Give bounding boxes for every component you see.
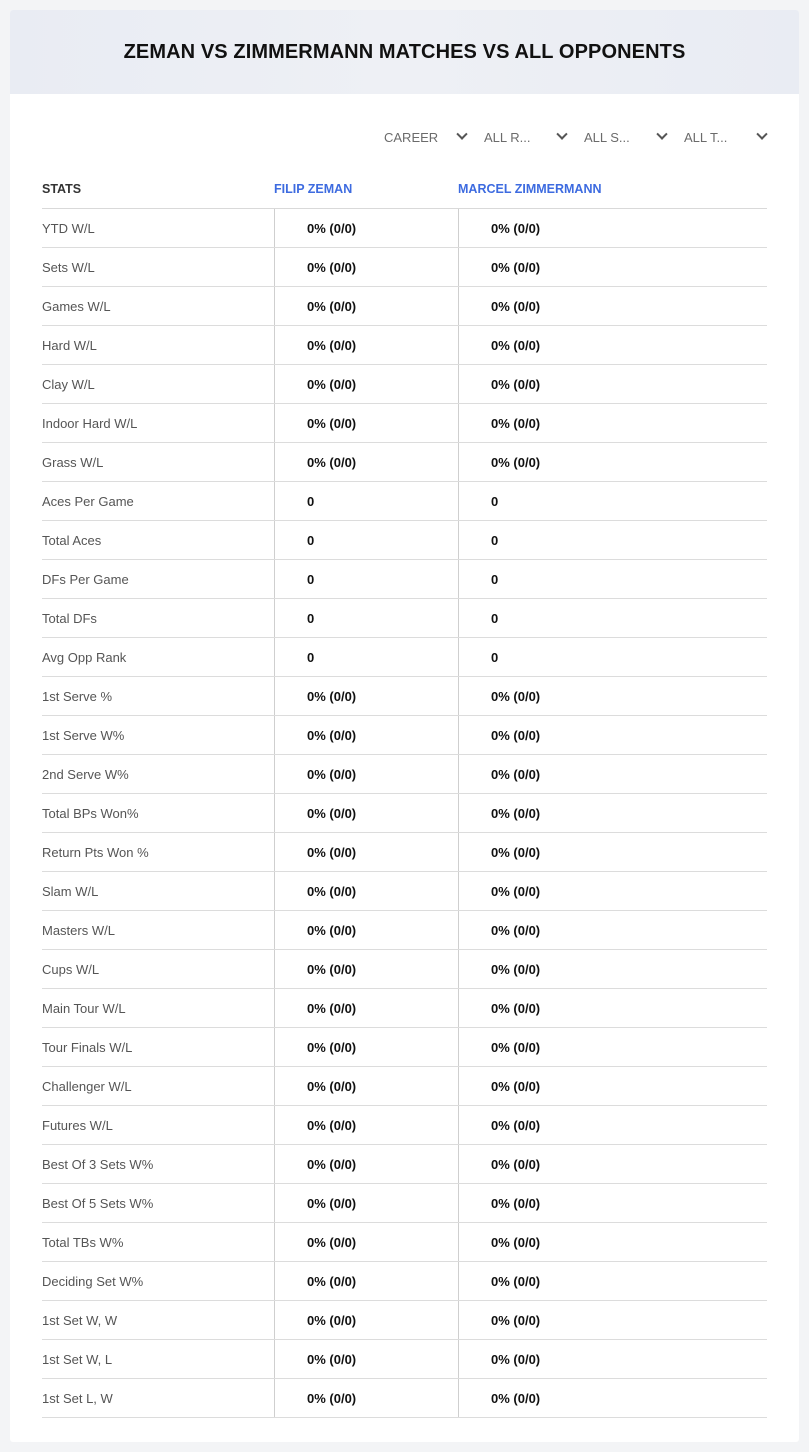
table-row xyxy=(42,872,767,911)
player1-stat-value: 0% (0/0) xyxy=(274,755,458,793)
player2-stat-value: 0% (0/0) xyxy=(458,1301,767,1339)
stat-label: YTD W/L xyxy=(42,220,95,236)
stat-label: Best Of 3 Sets W% xyxy=(42,1156,154,1172)
stat-label: Deciding Set W% xyxy=(42,1273,144,1289)
player1-stat-value: 0% (0/0) xyxy=(274,365,458,403)
player2-stat-value: 0 xyxy=(458,521,767,559)
stat-label: Clay W/L xyxy=(42,376,95,392)
player2-stat-value: 0% (0/0) xyxy=(458,1028,767,1066)
stat-label: 1st Serve % xyxy=(42,688,113,704)
player1-stat-value: 0% (0/0) xyxy=(274,287,458,325)
player1-stat-value: 0% (0/0) xyxy=(274,1184,458,1222)
player2-stat-value: 0% (0/0) xyxy=(458,872,767,910)
player2-stat-value: 0 xyxy=(458,482,767,520)
page-title: ZEMAN VS ZIMMERMANN MATCHES VS ALL OPPONENTS xyxy=(123,40,686,63)
player1-stat-value: 0% (0/0) xyxy=(274,677,458,715)
chevron-down-icon xyxy=(656,129,667,140)
player1-stat-value: 0% (0/0) xyxy=(274,1145,458,1183)
player2-stat-value: 0% (0/0) xyxy=(458,443,767,481)
player1-stat-value: 0% (0/0) xyxy=(274,1340,458,1378)
player1-stat-value: 0% (0/0) xyxy=(274,404,458,442)
player2-stat-value: 0% (0/0) xyxy=(458,287,767,325)
player2-stat-value: 0% (0/0) xyxy=(458,716,767,754)
player1-stat-value: 0% (0/0) xyxy=(274,209,458,247)
stats-table xyxy=(42,169,767,1418)
stat-label: Cups W/L xyxy=(42,961,100,977)
table-row xyxy=(42,248,767,287)
stats-column-header: STATS xyxy=(42,181,82,196)
table-row xyxy=(42,365,767,404)
table-row xyxy=(42,560,767,599)
player1-stat-value: 0 xyxy=(274,599,458,637)
tournament-filter-value: ALL T... xyxy=(684,129,728,145)
stat-label: 2nd Serve W% xyxy=(42,766,129,782)
player2-stat-value: 0% (0/0) xyxy=(458,1223,767,1261)
table-row xyxy=(42,950,767,989)
table-row xyxy=(42,1379,767,1418)
stat-label: Main Tour W/L xyxy=(42,1000,126,1016)
table-row xyxy=(42,326,767,365)
card-header xyxy=(10,10,799,94)
player1-stat-value: 0% (0/0) xyxy=(274,911,458,949)
player1-stat-value: 0% (0/0) xyxy=(274,794,458,832)
table-row xyxy=(42,287,767,326)
filter-bar xyxy=(382,124,782,150)
surface-filter-select[interactable] xyxy=(582,124,682,150)
player1-stat-value: 0% (0/0) xyxy=(274,1262,458,1300)
stat-label: DFs Per Game xyxy=(42,571,129,587)
player2-stat-value: 0 xyxy=(458,599,767,637)
stat-label: Masters W/L xyxy=(42,922,115,938)
table-row xyxy=(42,1340,767,1379)
player2-stat-value: 0% (0/0) xyxy=(458,1262,767,1300)
period-filter-value: CAREER xyxy=(384,129,439,145)
stat-label: 1st Set W, L xyxy=(42,1351,113,1367)
table-row xyxy=(42,1067,767,1106)
player1-stat-value: 0% (0/0) xyxy=(274,872,458,910)
player1-stat-value: 0% (0/0) xyxy=(274,1301,458,1339)
player2-stat-value: 0 xyxy=(458,560,767,598)
stat-label: Games W/L xyxy=(42,298,111,314)
player2-stat-value: 0% (0/0) xyxy=(458,833,767,871)
player1-stat-value: 0 xyxy=(274,638,458,676)
chevron-down-icon xyxy=(556,129,567,140)
player1-stat-value: 0% (0/0) xyxy=(274,1028,458,1066)
stat-label: Slam W/L xyxy=(42,883,99,899)
table-row xyxy=(42,482,767,521)
table-row xyxy=(42,911,767,950)
stat-label: Futures W/L xyxy=(42,1117,113,1133)
player1-stat-value: 0% (0/0) xyxy=(274,248,458,286)
table-row xyxy=(42,1262,767,1301)
player1-stat-value: 0% (0/0) xyxy=(274,716,458,754)
player2-stat-value: 0% (0/0) xyxy=(458,677,767,715)
stat-label: Total BPs Won% xyxy=(42,805,139,821)
stat-label: Hard W/L xyxy=(42,337,97,353)
player1-stat-value: 0% (0/0) xyxy=(274,443,458,481)
stat-label: 1st Set L, W xyxy=(42,1390,113,1406)
table-row xyxy=(42,833,767,872)
stat-label: Total TBs W% xyxy=(42,1234,124,1250)
stat-label: Avg Opp Rank xyxy=(42,649,127,665)
stat-label: 1st Set W, W xyxy=(42,1312,118,1328)
table-header-row xyxy=(42,169,767,209)
player2-stat-value: 0% (0/0) xyxy=(458,209,767,247)
player1-stat-value: 0% (0/0) xyxy=(274,989,458,1027)
player2-column-header[interactable]: MARCEL ZIMMERMANN xyxy=(458,181,602,196)
stats-card xyxy=(10,10,799,1442)
player2-stat-value: 0% (0/0) xyxy=(458,326,767,364)
round-filter-value: ALL R... xyxy=(484,129,531,145)
stat-label: Indoor Hard W/L xyxy=(42,415,138,431)
table-row xyxy=(42,1223,767,1262)
player1-stat-value: 0% (0/0) xyxy=(274,326,458,364)
stat-label: Total Aces xyxy=(42,532,102,548)
table-row xyxy=(42,1106,767,1145)
player1-stat-value: 0% (0/0) xyxy=(274,1379,458,1417)
stat-label: Total DFs xyxy=(42,610,97,626)
table-row xyxy=(42,989,767,1028)
table-row xyxy=(42,638,767,677)
table-row xyxy=(42,404,767,443)
player1-stat-value: 0% (0/0) xyxy=(274,833,458,871)
table-row xyxy=(42,599,767,638)
player2-stat-value: 0% (0/0) xyxy=(458,911,767,949)
player1-stat-value: 0% (0/0) xyxy=(274,950,458,988)
stat-label: Return Pts Won % xyxy=(42,844,149,860)
player2-stat-value: 0% (0/0) xyxy=(458,1106,767,1144)
player2-stat-value: 0 xyxy=(458,638,767,676)
table-body xyxy=(42,209,767,1418)
player2-stat-value: 0% (0/0) xyxy=(458,794,767,832)
player1-column-header[interactable]: FILIP ZEMAN xyxy=(274,181,353,196)
tournament-filter-select[interactable] xyxy=(682,124,782,150)
surface-filter-value: ALL S... xyxy=(584,129,630,145)
player2-stat-value: 0% (0/0) xyxy=(458,1184,767,1222)
player1-stat-value: 0 xyxy=(274,521,458,559)
player1-stat-value: 0 xyxy=(274,482,458,520)
player1-stat-value: 0% (0/0) xyxy=(274,1106,458,1144)
player2-stat-value: 0% (0/0) xyxy=(458,365,767,403)
stat-label: Challenger W/L xyxy=(42,1078,132,1094)
stat-label: Best Of 5 Sets W% xyxy=(42,1195,154,1211)
table-row xyxy=(42,794,767,833)
table-row xyxy=(42,209,767,248)
player1-stat-value: 0% (0/0) xyxy=(274,1223,458,1261)
stat-label: Grass W/L xyxy=(42,454,104,470)
table-row xyxy=(42,521,767,560)
table-row xyxy=(42,755,767,794)
stat-label: Aces Per Game xyxy=(42,493,134,509)
chevron-down-icon xyxy=(456,129,467,140)
player1-stat-value: 0% (0/0) xyxy=(274,1067,458,1105)
table-row xyxy=(42,1028,767,1067)
round-filter-select[interactable] xyxy=(482,124,582,150)
player2-stat-value: 0% (0/0) xyxy=(458,950,767,988)
table-row xyxy=(42,1301,767,1340)
player2-stat-value: 0% (0/0) xyxy=(458,1379,767,1417)
player2-stat-value: 0% (0/0) xyxy=(458,755,767,793)
table-row xyxy=(42,1145,767,1184)
player2-stat-value: 0% (0/0) xyxy=(458,248,767,286)
table-row xyxy=(42,443,767,482)
player2-stat-value: 0% (0/0) xyxy=(458,1340,767,1378)
chevron-down-icon xyxy=(756,129,767,140)
player2-stat-value: 0% (0/0) xyxy=(458,1145,767,1183)
table-row xyxy=(42,1184,767,1223)
player2-stat-value: 0% (0/0) xyxy=(458,404,767,442)
player2-stat-value: 0% (0/0) xyxy=(458,1067,767,1105)
player1-stat-value: 0 xyxy=(274,560,458,598)
table-row xyxy=(42,716,767,755)
player2-stat-value: 0% (0/0) xyxy=(458,989,767,1027)
stat-label: Sets W/L xyxy=(42,259,95,275)
table-row xyxy=(42,677,767,716)
stat-label: Tour Finals W/L xyxy=(42,1039,133,1055)
period-filter-select[interactable] xyxy=(382,124,482,150)
stat-label: 1st Serve W% xyxy=(42,727,125,743)
